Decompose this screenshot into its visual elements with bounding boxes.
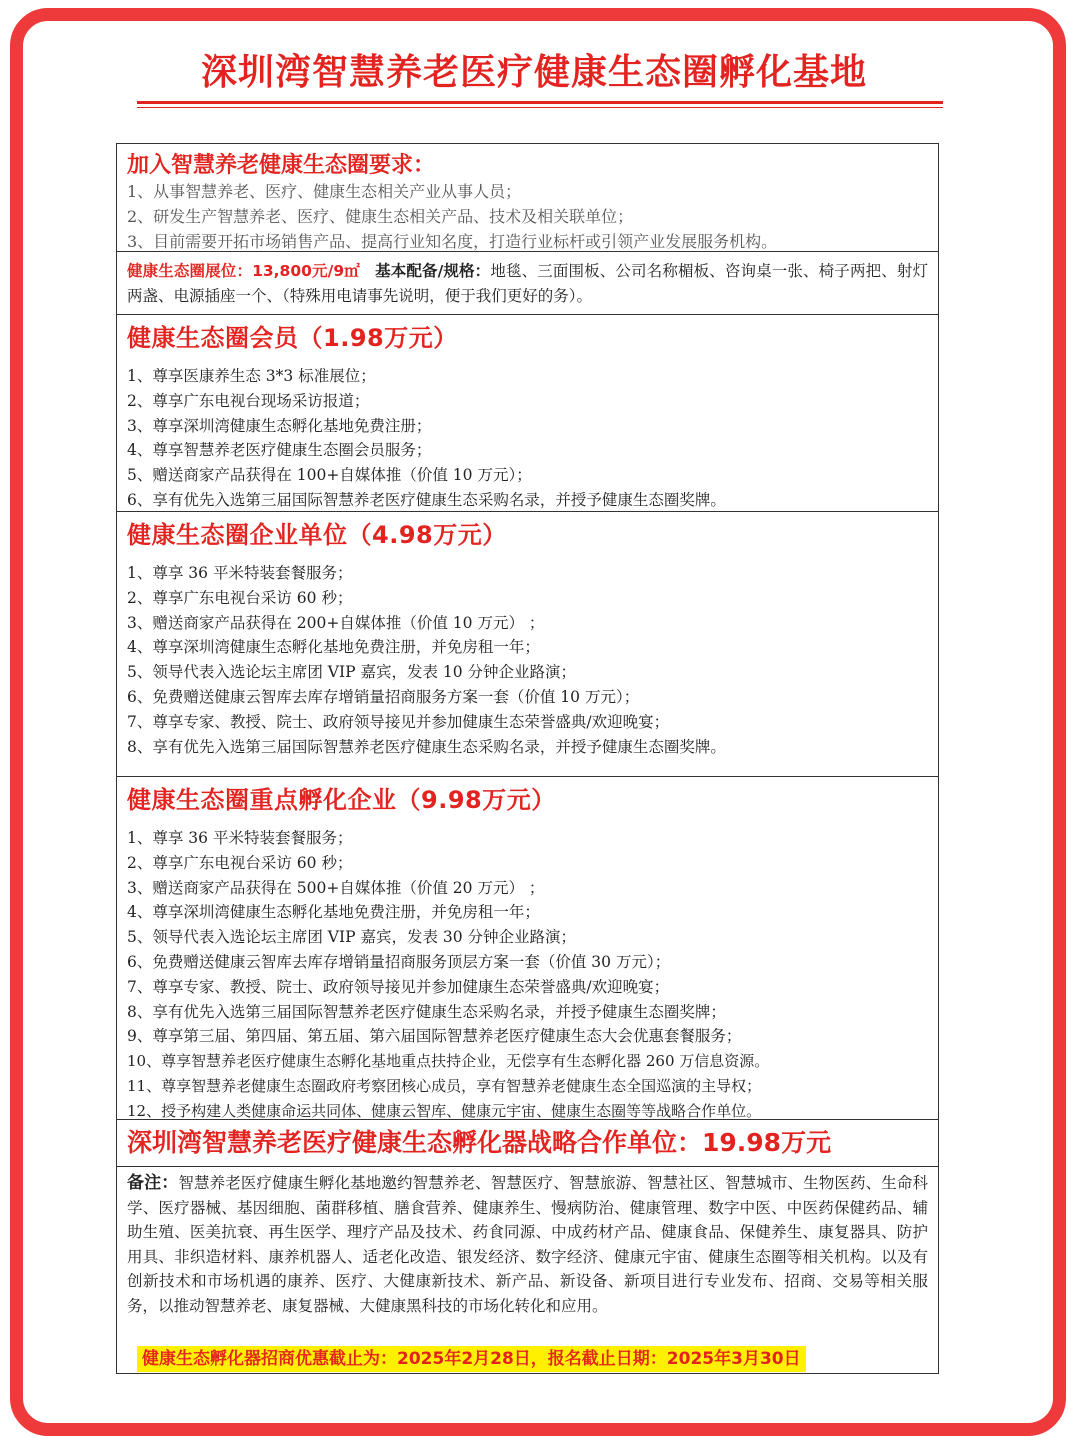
enterprise-item: 5、领导代表入选论坛主席团 VIP 嘉宾，发表 10 分钟企业路演； [127,663,577,682]
key-incubation-item: 9、尊享第三届、第四届、第五届、第六届国际智慧养老医疗健康生态大会优惠套餐服务； [127,1027,742,1046]
key-incubation-item: 10、尊享智慧养老医疗健康生态孵化基地重点扶持企业，无偿享有生态孵化器 260 万信息资源。 [127,1052,770,1071]
notes-label: 备注： [127,1173,179,1193]
member-heading: 健康生态圈会员（1.98万元） [127,324,458,352]
key-incubation-list [127,826,928,1124]
requirements-section [117,144,938,252]
strategic-section [117,1120,938,1167]
deadline-banner: 健康生态孵化器招商优惠截止为：2025年2月28日，报名截止日期：2025年3月30日 [137,1346,806,1372]
key-incubation-item: 5、领导代表入选论坛主席团 VIP 嘉宾，发表 30 分钟企业路演； [127,928,577,947]
enterprise-item: 6、免费赠送健康云智库去库存增销量招商服务方案一套（价值 10 万元）； [127,687,640,706]
member-item: 1、尊享医康养生态 3*3 标准展位； [127,367,376,385]
enterprise-item: 2、尊享广东电视台采访 60 秒； [127,588,353,607]
member-item: 4、尊享智慧养老医疗健康生态圈会员服务； [127,441,432,460]
booth-text [127,259,928,308]
enterprise-item: 8、享有优先入选第三届国际智慧养老医疗健康生态采购名录，并授予健康生态圈奖牌。 [127,737,726,756]
title-underline-thin [137,107,943,108]
member-item: 2、尊享广东电视台现场采访报道； [127,391,370,410]
key-incubation-item: 7、尊享专家、教授、院士、政府领导接见并参加健康生态荣誉盛典/欢迎晚宴； [127,977,670,996]
booth-section [117,252,938,315]
key-incubation-item: 12、授予构建人类健康命运共同体、健康云智库、健康元宇宙、健康生态圈等等战略合作单位。 [127,1101,762,1120]
enterprise-list [127,561,928,759]
title-underline [137,101,943,104]
notes-body: 智慧养老医疗健康生孵化基地邀约智慧养老、智慧医疗、智慧旅游、智慧社区、智慧城市、生物医药、生命科学、医疗器械、基因细胞、菌群移植、膳食营养、健康养生、慢病防治、健康管理、数字中医、中医药保健药品、辅助生殖、医美抗衰、再生医学、理疗产品及技术、药食同源、中成药材产品、健康食品、保健养生、康复器具、防护用具、非织造材料、康养机器人、适老化改造、银发经济、数字经济、健康元宇宙、健康生态圈等相关机构。以及有创新技术和市场机遇的康养、医疗、大健康新技术、新产品、新设备、新项目进行专业发布、招商、交易等相关服务，以推动智慧养老、康复器械、大健康黑科技的市场化转化和应用。 [127,1174,928,1315]
enterprise-item: 1、尊享 36 平米特装套餐服务； [127,564,353,582]
requirement-item: 2、研发生产智慧养老、医疗、健康生态相关产品、技术及相关联单位； [127,207,634,226]
booth-spec-text: 地毯、三面围板、公司名称楣板、咨询桌一张、椅子两把、射灯两盏、电源插座一个、（特殊用电请事先说明，便于我们更好的务）。 [127,262,928,305]
requirement-item: 3、目前需要开拓市场销售产品、提高行业知名度，打造行业标杆或引领产业发展服务机构。 [127,232,778,251]
member-section [117,315,938,512]
key-incubation-item: 4、尊享深圳湾健康生态孵化基地免费注册，并免房租一年； [127,903,540,922]
enterprise-heading: 健康生态圈企业单位（4.98万元） [127,521,507,549]
strategic-partner-title: 深圳湾智慧养老医疗健康生态孵化器战略合作单位：19.98万元 [127,1128,832,1157]
member-list [127,364,928,513]
member-item: 3、尊享深圳湾健康生态孵化基地免费注册； [127,416,432,435]
key-incubation-item: 11、尊享智慧养老健康生态圈政府考察团核心成员，享有智慧养老健康生态全国巡演的主导权； [127,1076,762,1095]
key-incubation-item: 2、尊享广东电视台采访 60 秒； [127,853,353,872]
requirement-item: 1、从事智慧养老、医疗、健康生态相关产业从事人员； [127,182,522,201]
key-incubation-section [117,777,938,1120]
member-item: 6、享有优先入选第三届国际智慧养老医疗健康生态采购名录，并授予健康生态圈奖牌。 [127,490,726,509]
page-title: 深圳湾智慧养老医疗健康生态圈孵化基地 [200,52,867,93]
info-table [116,143,939,1374]
requirements-heading: 加入智慧养老健康生态圈要求： [127,153,436,178]
member-item: 5、赠送商家产品获得在 100+自媒体推（价值 10 万元）； [127,466,532,485]
notes-text [127,1171,928,1319]
notes-section [117,1167,938,1375]
enterprise-item: 4、尊享深圳湾健康生态孵化基地免费注册，并免房租一年； [127,638,540,657]
key-incubation-item: 8、享有优先入选第三届国际智慧养老医疗健康生态采购名录，并授予健康生态圈奖牌； [127,1002,726,1021]
booth-price: 健康生态圈展位：13,800元/9㎡ [127,262,360,280]
key-incubation-item: 6、免费赠送健康云智库去库存增销量招商服务顶层方案一套（价值 30 万元）； [127,952,671,971]
key-incubation-item: 1、尊享 36 平米特装套餐服务； [127,829,353,847]
enterprise-item: 3、赠送商家产品获得在 200+自媒体推（价值 10 万元） ； [127,613,545,632]
key-incubation-item: 3、赠送商家产品获得在 500+自媒体推（价值 20 万元） ； [127,878,545,897]
enterprise-section [117,512,938,777]
key-incubation-heading: 健康生态圈重点孵化企业（9.98万元） [127,786,556,814]
enterprise-item: 7、尊享专家、教授、院士、政府领导接见并参加健康生态荣誉盛典/欢迎晚宴； [127,712,670,731]
booth-spec-label: 基本配备/规格： [375,262,491,280]
